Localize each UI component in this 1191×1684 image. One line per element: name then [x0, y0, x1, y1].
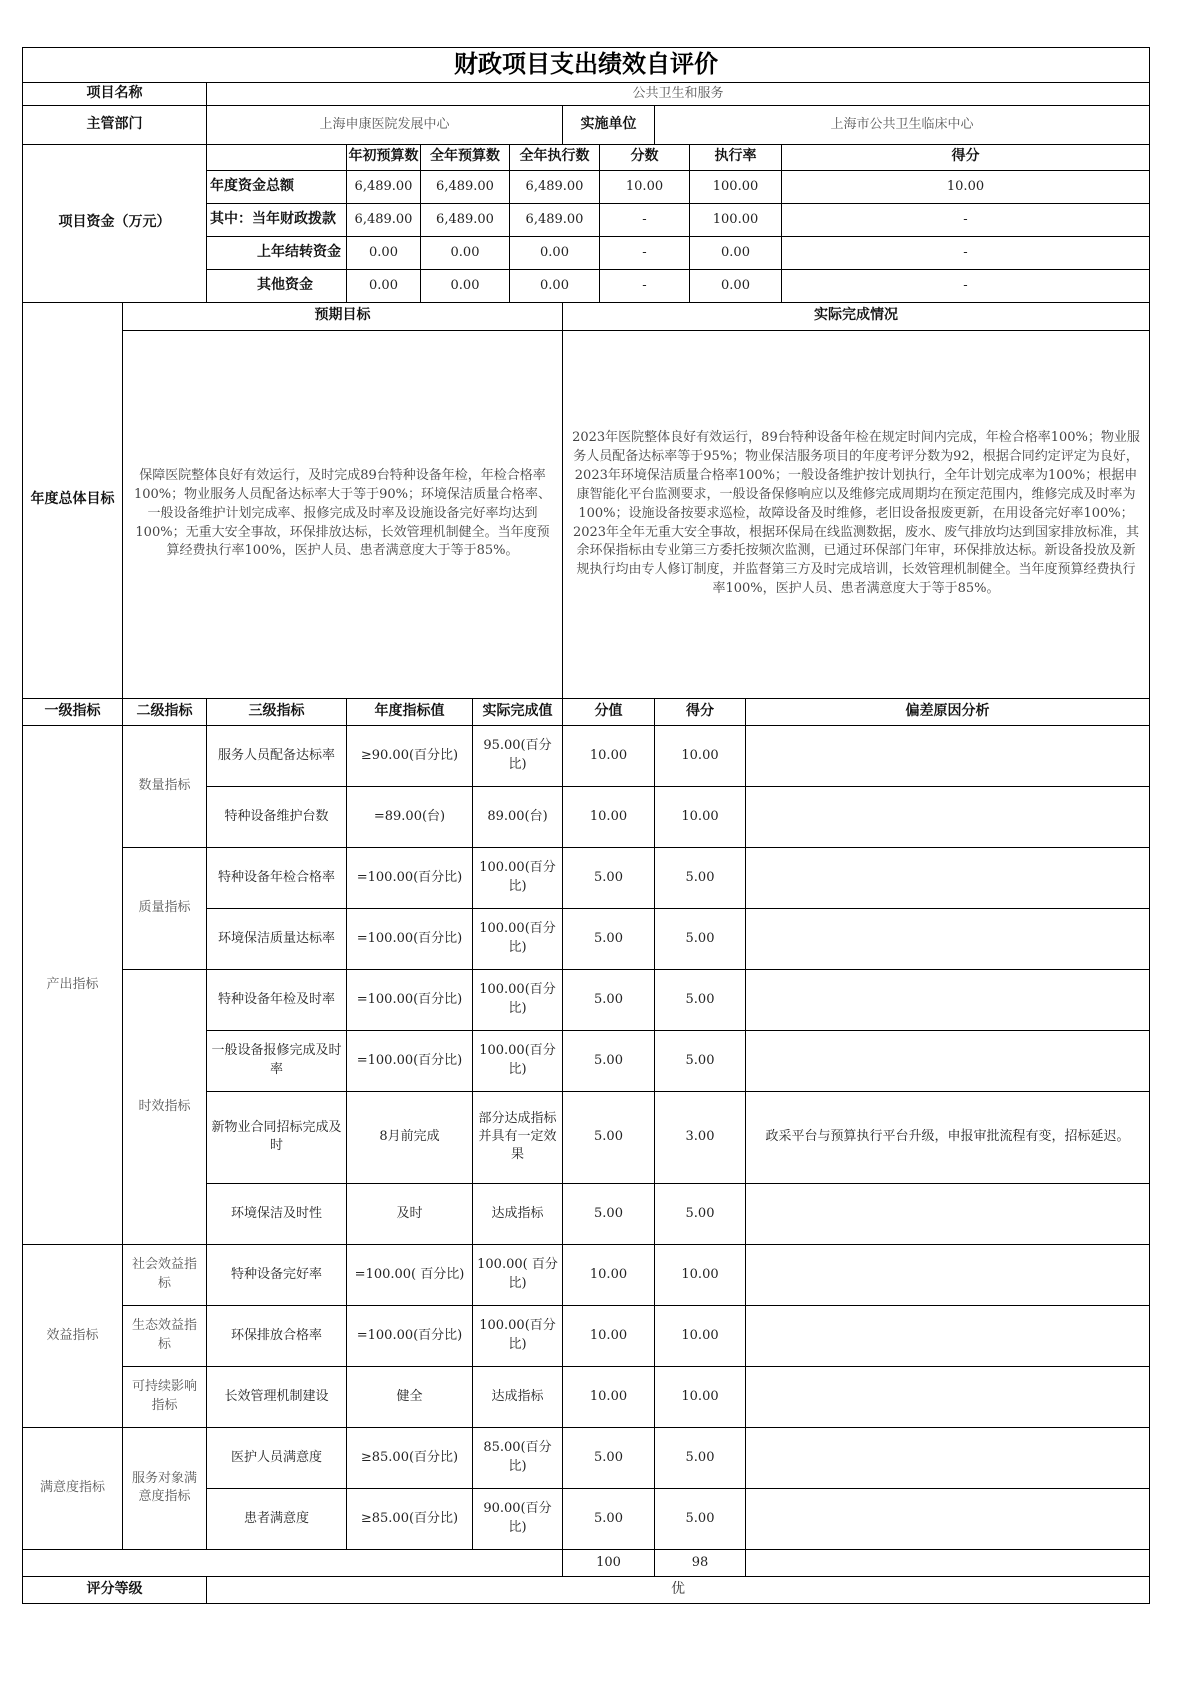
- funds-row-values: [347, 236, 1150, 269]
- expected-goal-label: 预期目标: [123, 302, 563, 330]
- funds-row-name: 年度资金总额: [207, 170, 347, 203]
- indicator-reason: [746, 908, 1150, 969]
- indicator-actual: 部分达成指标并具有一定效果: [473, 1091, 563, 1183]
- funds-row-name: 其他资金: [207, 269, 347, 302]
- indicator-weight: 10.00: [563, 1305, 655, 1366]
- indicator-header: 二级指标: [123, 698, 207, 725]
- indicator-actual: 100.00(百分比): [473, 969, 563, 1030]
- total-weight: 100: [563, 1549, 655, 1576]
- indicator-header: 分值: [563, 698, 655, 725]
- indicator-header: 三级指标: [207, 698, 347, 725]
- indicator-target: =100.00(百分比): [347, 1305, 473, 1366]
- funds-header-cell: 得分: [951, 148, 980, 165]
- funds-cell: -: [963, 277, 968, 293]
- funds-header-cell: 分数: [600, 145, 690, 170]
- indicator-target: =100.00(百分比): [347, 969, 473, 1030]
- indicator-header: 年度指标值: [347, 698, 473, 725]
- indicator-weight: 10.00: [563, 1366, 655, 1427]
- indicator-name: 新物业合同招标完成及时: [207, 1091, 347, 1183]
- indicator-name: 环保排放合格率: [207, 1305, 347, 1366]
- funds-row-values: [347, 203, 1150, 236]
- indicator-header: 实际完成值: [473, 698, 563, 725]
- indicator-reason: [746, 1488, 1150, 1549]
- unit-value: 上海市公共卫生临床中心: [655, 105, 1150, 144]
- level2-indicator: 生态效益指标: [123, 1305, 207, 1366]
- funds-header-cell: 年初预算数: [347, 145, 421, 170]
- indicator-target: =100.00(百分比): [347, 847, 473, 908]
- indicator-reason: [746, 1427, 1150, 1488]
- indicator-weight: 5.00: [563, 1091, 655, 1183]
- indicator-reason: [746, 786, 1150, 847]
- indicator-name: 服务人员配备达标率: [207, 725, 347, 786]
- funds-cell: 10.00: [946, 178, 985, 194]
- level2-indicator: 时效指标: [123, 969, 207, 1244]
- funds-cell: 100.00: [690, 204, 782, 236]
- dept-value: 上海申康医院发展中心: [207, 105, 563, 144]
- funds-label: 项目资金（万元）: [23, 144, 207, 302]
- funds-header-cell: 执行率: [690, 145, 782, 170]
- indicator-name: 特种设备完好率: [207, 1244, 347, 1305]
- indicator-reason: [746, 1244, 1150, 1305]
- funds-row-inner: [347, 171, 1149, 203]
- indicator-name: 患者满意度: [207, 1488, 347, 1549]
- funds-cell: 0.00: [690, 270, 782, 302]
- indicator-score: 10.00: [655, 1305, 746, 1366]
- funds-cell: 6,489.00: [421, 204, 510, 236]
- indicator-reason: [746, 1030, 1150, 1091]
- indicator-score: 5.00: [655, 1183, 746, 1244]
- indicator-weight: 5.00: [563, 1488, 655, 1549]
- funds-cell: 0.00: [347, 270, 421, 302]
- funds-cell: 6,489.00: [510, 204, 600, 236]
- indicator-target: 健全: [347, 1366, 473, 1427]
- funds-cell: 0.00: [421, 270, 510, 302]
- level1-indicator: 满意度指标: [23, 1427, 123, 1549]
- actual-result-label: 实际完成情况: [563, 302, 1150, 330]
- funds-header-cell: 全年预算数: [421, 145, 510, 170]
- indicator-actual: 100.00( 百分比): [473, 1244, 563, 1305]
- funds-header-blank: [207, 144, 347, 170]
- indicator-weight: 5.00: [563, 1030, 655, 1091]
- indicator-name: 长效管理机制建设: [207, 1366, 347, 1427]
- level2-indicator: 可持续影响指标: [123, 1366, 207, 1427]
- indicator-actual: 达成指标: [473, 1183, 563, 1244]
- indicator-header: 偏差原因分析: [746, 698, 1150, 725]
- funds-cell: 0.00: [421, 237, 510, 269]
- unit-label: 实施单位: [563, 105, 655, 144]
- funds-row-inner: [347, 204, 1149, 236]
- indicator-header: 一级指标: [23, 698, 123, 725]
- indicator-target: 及时: [347, 1183, 473, 1244]
- indicator-actual: 85.00(百分比): [473, 1427, 563, 1488]
- indicator-name: 特种设备年检合格率: [207, 847, 347, 908]
- indicator-actual: 90.00(百分比): [473, 1488, 563, 1549]
- funds-row-inner: [347, 237, 1149, 269]
- indicator-weight: 5.00: [563, 969, 655, 1030]
- indicator-score: 10.00: [655, 1244, 746, 1305]
- project-name-value: 公共卫生和服务: [207, 82, 1150, 105]
- indicator-target: =100.00( 百分比): [347, 1244, 473, 1305]
- indicator-weight: 5.00: [563, 1183, 655, 1244]
- funds-cell: -: [963, 211, 968, 227]
- grade-label: 评分等级: [23, 1576, 207, 1603]
- total-score: 98: [655, 1549, 746, 1576]
- level2-indicator: 社会效益指标: [123, 1244, 207, 1305]
- indicator-score: 5.00: [655, 908, 746, 969]
- indicator-actual: 达成指标: [473, 1366, 563, 1427]
- indicator-score: 10.00: [655, 786, 746, 847]
- funds-header-cell: 全年执行数: [510, 145, 600, 170]
- indicator-reason: [746, 1305, 1150, 1366]
- funds-cell: 0.00: [510, 270, 600, 302]
- indicator-score: 3.00: [655, 1091, 746, 1183]
- indicator-reason: [746, 1183, 1150, 1244]
- indicator-actual: 100.00(百分比): [473, 847, 563, 908]
- funds-cell: 100.00: [690, 171, 782, 203]
- indicator-reason: 政采平台与预算执行平台升级，申报审批流程有变，招标延迟。: [746, 1091, 1150, 1183]
- total-row-blank: [23, 1549, 563, 1576]
- page-title: 财政项目支出绩效自评价: [23, 48, 1150, 83]
- indicator-name: 环境保洁质量达标率: [207, 908, 347, 969]
- indicator-name: 医护人员满意度: [207, 1427, 347, 1488]
- funds-row-name: 其中：当年财政拨款: [207, 203, 347, 236]
- total-row-blank-right: [746, 1549, 1150, 1576]
- indicator-score: 5.00: [655, 1427, 746, 1488]
- evaluation-table: [22, 47, 1150, 1604]
- funds-cell: 10.00: [600, 171, 690, 203]
- funds-cell: -: [600, 204, 690, 236]
- level1-indicator: 效益指标: [23, 1244, 123, 1427]
- funds-row-values: [347, 170, 1150, 203]
- level2-indicator: 数量指标: [123, 725, 207, 847]
- indicator-name: 特种设备维护台数: [207, 786, 347, 847]
- funds-row-name: 上年结转资金: [207, 236, 347, 269]
- indicator-weight: 5.00: [563, 847, 655, 908]
- funds-cell: -: [600, 237, 690, 269]
- funds-row-inner: [347, 270, 1149, 302]
- grade-value: 优: [207, 1576, 1150, 1603]
- dept-label: 主管部门: [23, 105, 207, 144]
- funds-cell: -: [963, 244, 968, 260]
- project-name-label: 项目名称: [23, 82, 207, 105]
- indicator-actual: 89.00(台): [473, 786, 563, 847]
- indicator-reason: [746, 1366, 1150, 1427]
- funds-header-group: [347, 144, 1150, 170]
- level1-indicator: 产出指标: [23, 725, 123, 1244]
- indicator-weight: 10.00: [563, 786, 655, 847]
- indicator-reason: [746, 969, 1150, 1030]
- indicator-target: =100.00(百分比): [347, 908, 473, 969]
- indicator-target: ≥90.00(百分比): [347, 725, 473, 786]
- indicator-score: 5.00: [655, 1030, 746, 1091]
- indicator-score: 5.00: [655, 1488, 746, 1549]
- funds-cell: 6,489.00: [347, 204, 421, 236]
- indicator-score: 5.00: [655, 969, 746, 1030]
- indicator-score: 10.00: [655, 725, 746, 786]
- indicator-reason: [746, 725, 1150, 786]
- level2-indicator: 服务对象满意度指标: [123, 1427, 207, 1549]
- indicator-weight: 5.00: [563, 908, 655, 969]
- funds-cell: 0.00: [690, 237, 782, 269]
- indicator-weight: 10.00: [563, 1244, 655, 1305]
- goals-label: 年度总体目标: [23, 302, 123, 698]
- indicator-score: 10.00: [655, 1366, 746, 1427]
- funds-cell: 0.00: [510, 237, 600, 269]
- expected-goal-text: 保障医院整体良好有效运行，及时完成89台特种设备年检，年检合格率100%；物业服务人员配备达标率大于等于90%；环境保洁质量合格率、一般设备维护计划完成率、报修完成及时率及设施设备完好率均达到100%；无重大安全事故，环保排放达标，长效管理机制健全。当年度预算经费执行率100%，医护人员、患者满意度大于等于85%。: [123, 330, 563, 698]
- indicator-weight: 5.00: [563, 1427, 655, 1488]
- actual-result-text: 2023年医院整体良好有效运行，89台特种设备年检在规定时间内完成，年检合格率100%；物业服务人员配备达标率等于95%；物业保洁服务项目的年度考评分数为92，根据合同约定评定为良好，2023年环境保洁质量合格率100%；一般设备维护按计划执行，全年计划完成率为100%；根据申康智能化平台监测要求，一般设备保修响应以及维修完成周期均在预定范围内，维修完成及时率为100%；设施设备按要求巡检，故障设备及时维修，老旧设备报废更新，在用设备完好率100%；2023年全年无重大安全事故，根据环保局在线监测数据，废水、废气排放均达到国家排放标准，其余环保指标由专业第三方委托按频次监测，已通过环保部门年审，环保排放达标。新设备投放及新规执行均由专人修订制度，并监督第三方及时完成培训，长效管理机制健全。当年度预算经费执行率100%，医护人员、患者满意度大于等于85%。: [563, 330, 1150, 698]
- funds-cell: 6,489.00: [421, 171, 510, 203]
- indicator-actual: 100.00(百分比): [473, 1305, 563, 1366]
- indicator-target: ≥85.00(百分比): [347, 1427, 473, 1488]
- indicator-actual: 100.00(百分比): [473, 908, 563, 969]
- indicator-name: 特种设备年检及时率: [207, 969, 347, 1030]
- funds-cell: -: [600, 270, 690, 302]
- indicator-actual: 100.00(百分比): [473, 1030, 563, 1091]
- funds-cell: 6,489.00: [510, 171, 600, 203]
- level2-indicator: 质量指标: [123, 847, 207, 969]
- indicator-score: 5.00: [655, 847, 746, 908]
- indicator-target: =89.00(台): [347, 786, 473, 847]
- funds-cell: 0.00: [347, 237, 421, 269]
- indicator-target: =100.00(百分比): [347, 1030, 473, 1091]
- funds-cell: 6,489.00: [347, 171, 421, 203]
- funds-row-values: [347, 269, 1150, 302]
- indicator-actual: 95.00(百分比): [473, 725, 563, 786]
- indicator-target: ≥85.00(百分比): [347, 1488, 473, 1549]
- indicator-target: 8月前完成: [347, 1091, 473, 1183]
- indicator-weight: 10.00: [563, 725, 655, 786]
- indicator-name: 环境保洁及时性: [207, 1183, 347, 1244]
- indicator-reason: [746, 847, 1150, 908]
- indicator-header: 得分: [655, 698, 746, 725]
- funds-header-inner: [347, 145, 1149, 170]
- indicator-name: 一般设备报修完成及时率: [207, 1030, 347, 1091]
